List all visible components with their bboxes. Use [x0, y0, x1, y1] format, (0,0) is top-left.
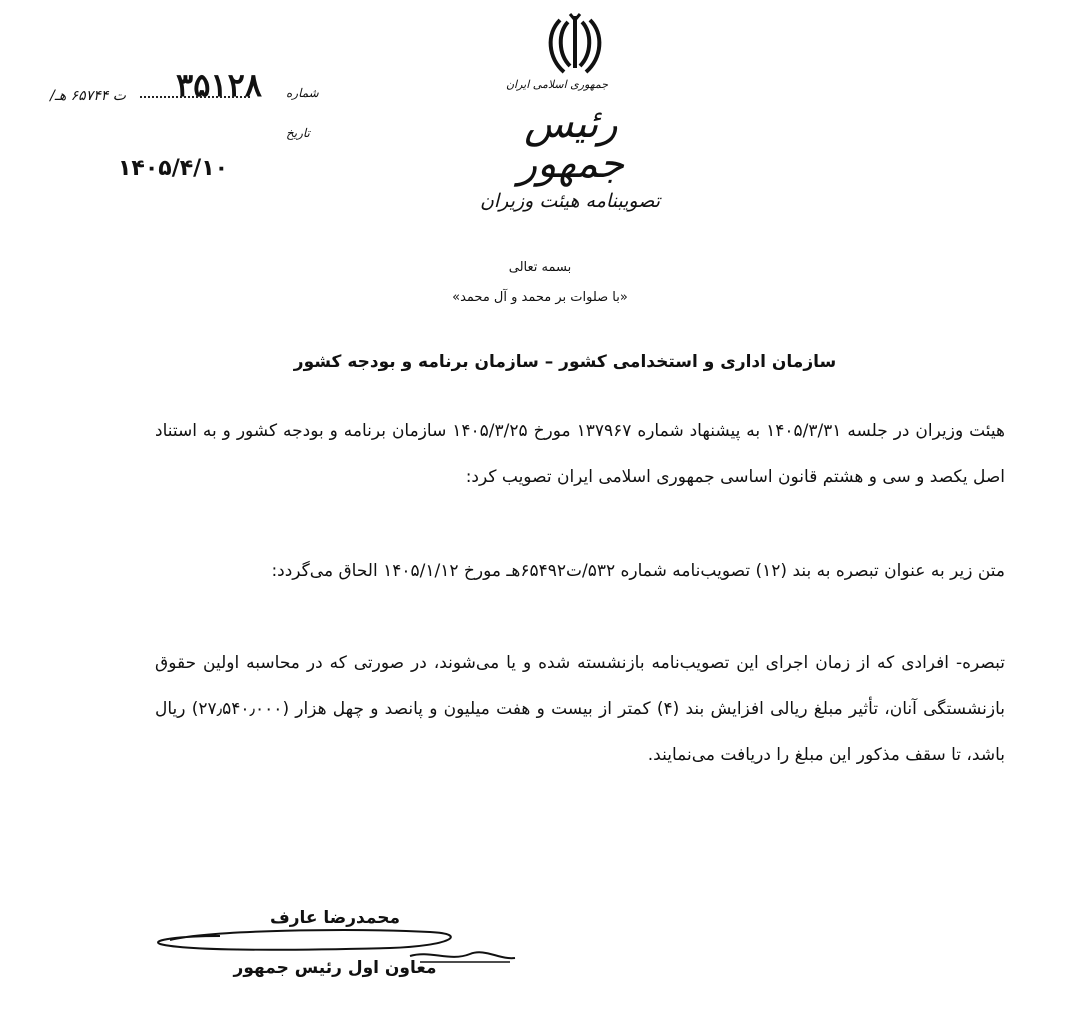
republic-label: جمهوری اسلامی ایران — [505, 78, 609, 91]
signatory-name: محمدرضا عارف — [269, 908, 401, 928]
salawat-text: «با صلوات بر محمد و آل محمد» — [452, 290, 628, 305]
decree-reference: /ت ۶۵۷۴۴ هـ — [50, 88, 126, 104]
recipient-heading: سازمان اداری و استخدامی کشور – سازمان برنامه و بودجه کشور — [293, 352, 837, 372]
signatory-title: معاون اول رئیس جمهور — [233, 958, 437, 978]
number-dotted-line — [140, 96, 250, 98]
number-label: شماره — [286, 86, 319, 100]
body-paragraph-2: متن زیر به عنوان تبصره به بند (۱۲) تصویب‌نامه شماره ۵۳۲/ت۶۵۴۹۲هـ مورخ ۱۴۰۵/۱/۱۲ الحاق می‌گردد: — [271, 561, 1005, 581]
council-decree-label: تصویبنامه هیئت وزیران — [479, 190, 661, 212]
body-paragraph-3: تبصره- افرادی که از زمان اجرای این تصویب‌نامه بازنشسته شده و یا می‌شوند، در صورتی که در محاسبه اولین حقوق بازنشستگی آنان، تأثیر مبلغ ریالی افزایش بند (۴) کمتر از بیست و هفت میلیون و پانصد و چهل هزار (۲۷٫۵۴۰٫۰۰۰) ریال باشد، تا سقف مذکور این مبلغ را دریافت می‌نمایند. — [155, 653, 1005, 765]
bismillah-text: بسمه تعالی — [508, 260, 572, 275]
iran-emblem-icon — [540, 12, 610, 76]
president-title: رئیس جمهور — [517, 101, 625, 187]
body-paragraph-1: هیئت وزیران در جلسه ۱۴۰۵/۳/۳۱ به پیشنهاد شماره ۱۳۷۹۶۷ مورخ ۱۴۰۵/۳/۲۵ سازمان برنامه و بودجه کشور و به استناد اصل یکصد و سی و هشتم قانون اساسی جمهوری اسلامی ایران تصویب کرد: — [155, 421, 1006, 487]
date-label: تاریخ — [286, 126, 310, 140]
decree-date: ۱۴۰۵/۴/۱۰ — [118, 156, 229, 181]
decree-number: ۳۵۱۲۸ — [176, 66, 262, 104]
